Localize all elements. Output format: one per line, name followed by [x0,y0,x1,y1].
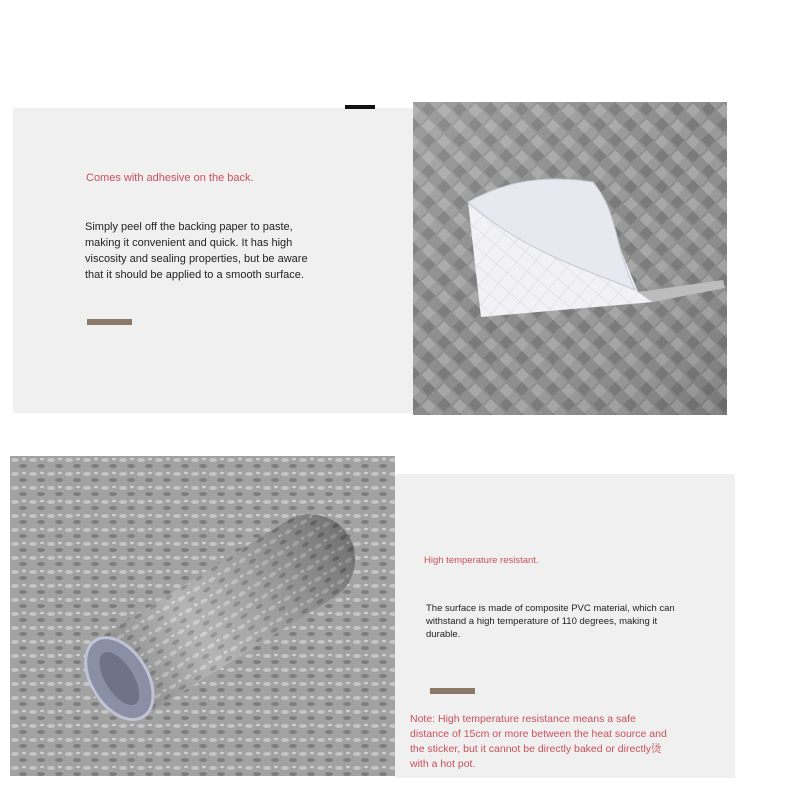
heat-line-2: withstand a high temperature of 110 degrees, making it [426,616,658,627]
note-line-2: distance of 15cm or more between the heat source and [410,728,667,740]
adhesive-line-2: making it convenient and quick. It has high [85,237,293,249]
adhesive-heading: Comes with adhesive on the back. [86,172,254,184]
note-line-1: Note: High temperature resistance means a safe [410,713,636,725]
accent-mark [345,105,375,109]
heat-note [410,712,730,772]
note-line-3: the sticker, but it cannot be directly baked or directly烫 [410,743,662,755]
heat-line-1: The surface is made of composite PVC material, which can [426,603,675,614]
adhesive-line-1: Simply peel off the backing paper to paste, [85,221,293,233]
heat-heading: High temperature resistant. [424,555,539,566]
heat-description [426,602,726,641]
peeled-sticker-image [413,102,727,415]
adhesive-line-3: viscosity and sealing properties, but be aware [85,253,308,265]
foil-roll-image [10,456,395,776]
adhesive-divider [87,319,132,325]
note-line-4: with a hot pot. [410,758,476,770]
adhesive-description [85,219,385,283]
heat-line-3: durable. [426,629,461,640]
adhesive-line-4: that it should be applied to a smooth surface. [85,269,304,281]
heat-divider [430,688,475,694]
